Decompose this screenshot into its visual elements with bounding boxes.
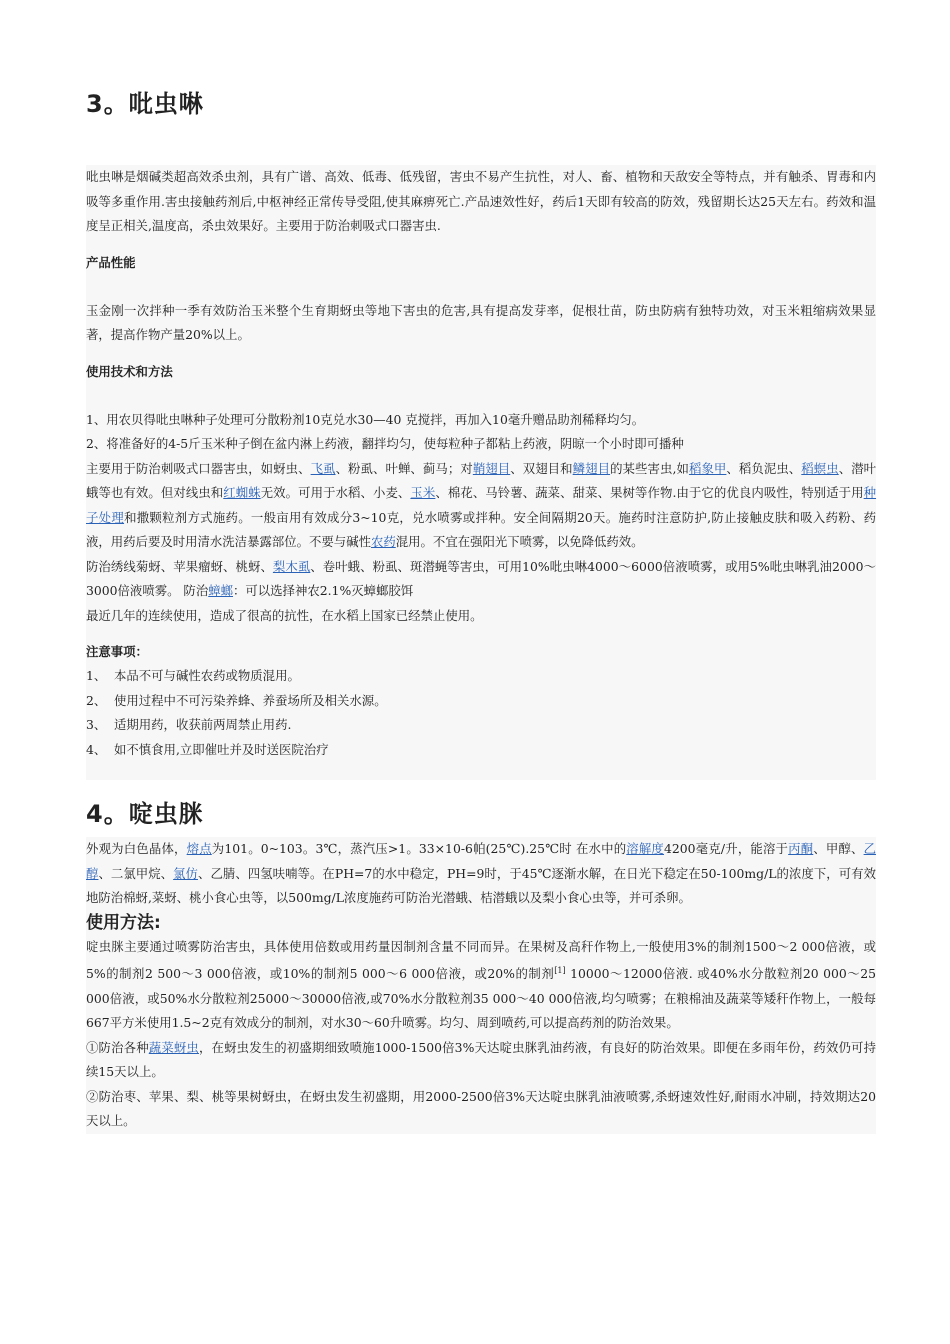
link-nongyao[interactable]: 农药 (370, 534, 396, 549)
link-qiaochimu[interactable]: 鞘翅目 (472, 460, 511, 476)
link-shucaiyachong[interactable]: 蔬菜蚜虫 (148, 1039, 199, 1055)
link-bingtong[interactable]: 丙酮 (788, 841, 814, 856)
link-rongdian[interactable]: 熔点 (186, 841, 212, 856)
link-limushi[interactable]: 梨木虱 (272, 558, 311, 574)
note-item: 3、 适期用药，收获前两周禁止用药. (86, 717, 292, 732)
link-zhanglang[interactable]: 蟑螂 (208, 583, 233, 598)
document-page (86, 84, 876, 1134)
section-4-description: 外观为白色晶体，熔点为101。0~103。3℃，蒸汽压>1。33×10-6帕(25℃).25℃时 在水中的溶解度4200毫克/升，能溶于丙酮、甲醇、乙醇、二氯甲烷、氯仿、乙腈、四氢呋喃等。在PH=7的水中稳定，PH=9时，于45℃逐渐水解，在日光下稳定在50-100mg/L的浓度下，可有效地防治棉蚜,菜蚜、桃小食心虫等，以500mg/L浓度施药可防治光潜蛾、桔潜蛾以及梨小食心虫等，并可杀卵。 (86, 841, 877, 905)
usage-paragraph-main: 主要用于防治刺吸式口器害虫，如蚜虫、飞虱、粉虱、叶蝉、蓟马；对鞘翅目、双翅目和鳞翅目的某些害虫,如稻象甲、稻负泥虫、稻螟虫、潜叶蛾等也有效。但对线虫和红蜘蛛无效。可用于水稻、小麦、玉米、棉花、马铃薯、蔬菜、甜菜、果树等作物.由于它的优良内吸性，特别适于用种子处理和撒颗粒剂方式施药。一般亩用有效成分3~10克，兑水喷雾或拌种。安全间隔期20天。施药时注意防护,防止接触皮肤和吸入药粉、药液，用药后要及时用清水洗洁暴露部位。不要与碱性农药混用。不宜在强阳光下喷雾，以免降低药效。 (86, 460, 877, 549)
link-yichun[interactable]: 乙醇 (86, 841, 876, 881)
link-daoxiangjia[interactable]: 稻象甲 (688, 460, 727, 476)
link-yumi[interactable]: 玉米 (410, 485, 436, 500)
section-4-title: 4。啶虫脒 (86, 800, 204, 828)
link-feishi[interactable]: 飞虱 (310, 460, 336, 476)
note-item: 2、 使用过程中不可污染养蜂、养蚕场所及相关水源。 (86, 692, 387, 708)
section-3-intro: 吡虫啉是烟碱类超高效杀虫剂，具有广谱、高效、低毒、低残留，害虫不易产生抗性，对人、畜、植物和天敌安全等特点，并有触杀、胃毒和内吸等多重作用.害虫接触药剂后,中枢神经正常传导受阻,使其麻痹死亡.产品速效性好，药后1天即有较高的防效，残留期长达25天左右。药效和温度呈正相关,温度高，杀虫效果好。主要用于防治刺吸式口器害虫. (86, 169, 876, 233)
usage-technique-heading: 使用技术和方法 (86, 363, 173, 379)
notes-list (86, 664, 876, 762)
link-hongzhizhu[interactable]: 红蜘蛛 (223, 485, 261, 500)
usage-paragraph-fruit: 防治绣线菊蚜、苹果瘤蚜、桃蚜、梨木虱、卷叶蛾、粉虱、斑潜蝇等害虫，可用10%吡虫啉4000～6000倍液喷雾，或用5%吡虫啉乳油2000～3000倍液喷雾。 防治蟑螂：可以选择神农2.1%灭蟑螂胶饵 (86, 558, 877, 598)
note-item: 4、 如不慎食用,立即催吐并及时送医院治疗 (86, 741, 329, 757)
method-step-2: 2、将准备好的4-5斤玉米种子倒在盆内淋上药液，翻拌均匀，使每粒种子都粘上药液，阴晾一个小时即可播种 (86, 436, 684, 451)
notes-heading: 注意事项： (86, 644, 148, 659)
section-4-body (86, 837, 876, 1134)
section-3-title: 3。吡虫啉 (86, 90, 204, 118)
usage-dosage-paragraph: 啶虫脒主要通过喷雾防治害虫，具体使用倍数或用药量因制剂含量不同而异。在果树及高秆作物上,一般使用3%的制剂1500～2 000倍液，或5%的制剂2 500～3 000倍液，或10%的制剂5 000～6 000倍液，或20%的制剂[1] 10000～12000倍液. 或40%水分散粒剂20 000～25 000倍液，或50%水分散粒剂25000～30000倍液,或70%水分散粒剂35 000～40 000倍液,均匀喷雾；在粮棉油及蔬菜等矮秆作物上，一般每667平方米使用1.5~2克有效成分的制剂，对水30～60升喷雾。均匀、周到喷药,可以提高药剂的防治效果。 (86, 938, 877, 1031)
section-3-body (86, 165, 876, 780)
usage-fruit-aphid: ②防治枣、苹果、梨、桃等果树蚜虫，在蚜虫发生初盛期，用2000-2500倍3%天达啶虫脒乳油液喷雾,杀蚜速效性好,耐雨水冲刷，持效期达20天以上。 (86, 1088, 876, 1129)
note-item: 1、 本品不可与碱性农药或物质混用。 (86, 668, 300, 683)
product-performance-text: 玉金刚一次拌种一季有效防治玉米整个生育期蚜虫等地下害虫的危害,具有提高发芽率，促根壮苗，防虫防病有独特功效，对玉米粗缩病效果显著，提高作物产量20%以上。 (86, 302, 876, 342)
link-daomingchong[interactable]: 稻螟虫 (801, 460, 839, 476)
usage-method-heading: 使用方法: (86, 912, 161, 933)
usage-paragraph-resistance: 最近几年的连续使用，造成了很高的抗性，在水稻上国家已经禁止使用。 (86, 607, 483, 623)
method-step-1: 1、用农贝得吡虫啉种子处理可分散粉剂10克兑水30—40 克搅拌，再加入10毫升赠品助剂稀释均匀。 (86, 411, 645, 427)
link-linchimu[interactable]: 鳞翅目 (572, 460, 611, 476)
link-zhongzichuli[interactable]: 种子处理 (86, 485, 877, 525)
link-lvfang[interactable]: 氯仿 (173, 865, 198, 881)
link-rongjiedu[interactable]: 溶解度 (626, 841, 665, 856)
usage-vegetable-aphid: ①防治各种蔬菜蚜虫，在蚜虫发生的初盛期细致喷施1000-1500倍3%天达啶虫脒乳油药液，有良好的防治效果。即便在多雨年份，药效仍可持续15天以上。 (86, 1039, 877, 1080)
product-performance-heading: 产品性能 (86, 254, 136, 270)
citation-1[interactable]: [1] (554, 966, 566, 975)
